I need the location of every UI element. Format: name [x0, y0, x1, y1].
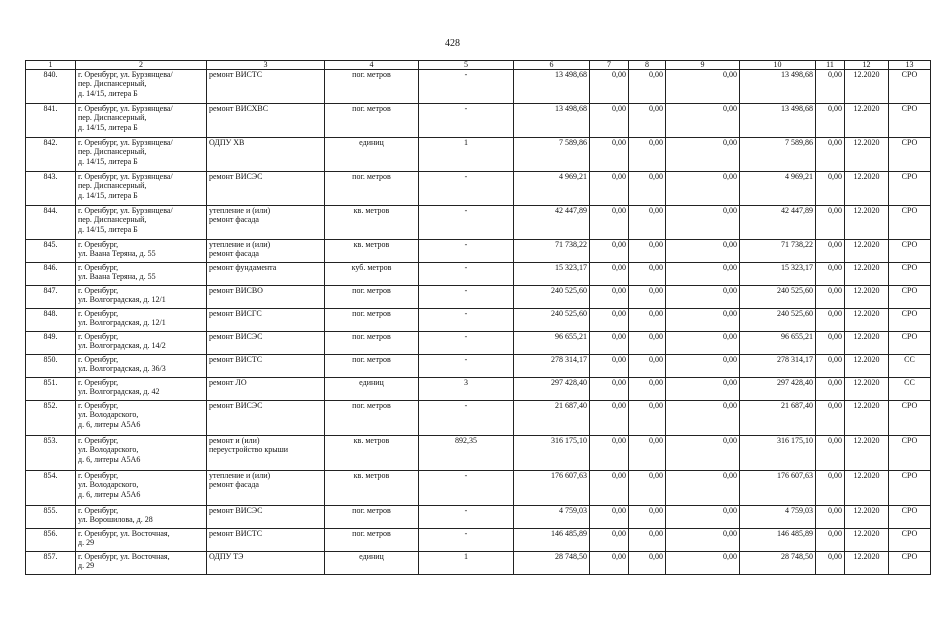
work-type-cell: ОДПУ ТЭ [207, 552, 325, 575]
repair-method-cell: СРО [889, 506, 931, 529]
table-row [26, 401, 931, 436]
repair-method-cell: СРО [889, 332, 931, 355]
repair-method-cell: СРО [889, 138, 931, 172]
page-number: 428 [445, 38, 460, 49]
cost-cell: 240 525,60 [740, 286, 816, 309]
column-header: 9 [666, 61, 740, 70]
table-row [26, 332, 931, 355]
total-cost-cell: 297 428,40 [514, 378, 590, 401]
address-cell: г. Оренбург, ул. Восточная, д. 29 [76, 529, 207, 552]
cost-cell: 0,00 [666, 206, 740, 240]
cost-cell: 0,00 [590, 506, 629, 529]
address-cell: г. Оренбург, ул. Волгоградская, д. 14/2 [76, 332, 207, 355]
completion-date-cell: 12.2020 [845, 506, 889, 529]
total-cost-cell: 96 655,21 [514, 332, 590, 355]
cost-cell: 28 748,50 [740, 552, 816, 575]
table-row [26, 436, 931, 471]
unit-cell: пог. метров [325, 529, 419, 552]
work-type-cell: ремонт ВИСГС [207, 309, 325, 332]
column-header: 4 [325, 61, 419, 70]
column-header: 3 [207, 61, 325, 70]
cost-cell: 0,00 [666, 104, 740, 138]
work-type-cell: ремонт ВИСЭС [207, 172, 325, 206]
table-row [26, 70, 931, 104]
address-cell: г. Оренбург, ул. Ваана Теряна, д. 55 [76, 240, 207, 263]
cost-cell: 0,00 [816, 104, 845, 138]
quantity-cell: - [419, 263, 514, 286]
work-type-cell: ремонт и (или) переустройство крыши [207, 436, 325, 471]
quantity-cell: - [419, 506, 514, 529]
cost-cell: 0,00 [590, 378, 629, 401]
work-type-cell: утепление и (или) ремонт фасада [207, 206, 325, 240]
work-type-cell: утепление и (или) ремонт фасада [207, 240, 325, 263]
work-type-cell: ремонт ВИСЭС [207, 332, 325, 355]
cost-cell: 0,00 [816, 401, 845, 436]
address-cell: г. Оренбург, ул. Волгоградская, д. 12/1 [76, 309, 207, 332]
table-body [26, 70, 931, 575]
total-cost-cell: 240 525,60 [514, 286, 590, 309]
cost-cell: 0,00 [816, 471, 845, 506]
quantity-cell: 1 [419, 552, 514, 575]
unit-cell: кв. метров [325, 436, 419, 471]
completion-date-cell: 12.2020 [845, 263, 889, 286]
cost-cell: 0,00 [590, 263, 629, 286]
row-number-cell: 851. [26, 378, 76, 401]
unit-cell: пог. метров [325, 172, 419, 206]
cost-cell: 0,00 [666, 286, 740, 309]
repair-method-cell: СРО [889, 104, 931, 138]
cost-cell: 4 969,21 [740, 172, 816, 206]
row-number-cell: 846. [26, 263, 76, 286]
completion-date-cell: 12.2020 [845, 436, 889, 471]
unit-cell: кв. метров [325, 471, 419, 506]
cost-cell: 0,00 [816, 286, 845, 309]
cost-cell: 4 759,03 [740, 506, 816, 529]
cost-cell: 0,00 [590, 309, 629, 332]
table-row [26, 506, 931, 529]
unit-cell: единиц [325, 552, 419, 575]
cost-cell: 0,00 [590, 70, 629, 104]
completion-date-cell: 12.2020 [845, 401, 889, 436]
row-number-cell: 855. [26, 506, 76, 529]
cost-cell: 0,00 [816, 529, 845, 552]
table-row [26, 529, 931, 552]
unit-cell: пог. метров [325, 355, 419, 378]
cost-cell: 0,00 [666, 378, 740, 401]
row-number-cell: 852. [26, 401, 76, 436]
repair-method-cell: СРО [889, 436, 931, 471]
cost-cell: 0,00 [590, 172, 629, 206]
cost-cell: 0,00 [666, 240, 740, 263]
cost-cell: 0,00 [590, 552, 629, 575]
repair-method-cell: СРО [889, 286, 931, 309]
cost-cell: 240 525,60 [740, 309, 816, 332]
cost-cell: 0,00 [666, 355, 740, 378]
repair-method-cell: СРО [889, 240, 931, 263]
table-row [26, 138, 931, 172]
column-header: 1 [26, 61, 76, 70]
repair-method-cell: СРО [889, 471, 931, 506]
column-header: 5 [419, 61, 514, 70]
table-row [26, 471, 931, 506]
address-cell: г. Оренбург, ул. Бурзянцева/ пер. Диспансерный, д. 14/15, литера Б [76, 172, 207, 206]
row-number-cell: 841. [26, 104, 76, 138]
quantity-cell: - [419, 471, 514, 506]
total-cost-cell: 42 447,89 [514, 206, 590, 240]
completion-date-cell: 12.2020 [845, 378, 889, 401]
address-cell: г. Оренбург, ул. Ваана Теряна, д. 55 [76, 263, 207, 286]
cost-cell: 0,00 [629, 309, 666, 332]
cost-cell: 0,00 [629, 471, 666, 506]
completion-date-cell: 12.2020 [845, 355, 889, 378]
repair-method-cell: СРО [889, 309, 931, 332]
cost-cell: 0,00 [629, 104, 666, 138]
address-cell: г. Оренбург, ул. Володарского, д. 6, литеры А5А6 [76, 401, 207, 436]
completion-date-cell: 12.2020 [845, 138, 889, 172]
completion-date-cell: 12.2020 [845, 529, 889, 552]
table-row [26, 104, 931, 138]
total-cost-cell: 176 607,63 [514, 471, 590, 506]
quantity-cell: - [419, 104, 514, 138]
work-type-cell: ремонт ВИСЭС [207, 506, 325, 529]
repair-method-cell: СРО [889, 529, 931, 552]
cost-cell: 0,00 [590, 240, 629, 263]
column-header: 7 [590, 61, 629, 70]
capital-repair-table [25, 60, 931, 575]
cost-cell: 96 655,21 [740, 332, 816, 355]
address-cell: г. Оренбург, ул. Бурзянцева/ пер. Диспансерный, д. 14/15, литера Б [76, 206, 207, 240]
work-type-cell: ремонт ЛО [207, 378, 325, 401]
cost-cell: 13 498,68 [740, 70, 816, 104]
repair-method-cell: СС [889, 378, 931, 401]
quantity-cell: - [419, 172, 514, 206]
cost-cell: 0,00 [816, 206, 845, 240]
cost-cell: 0,00 [629, 172, 666, 206]
total-cost-cell: 71 738,22 [514, 240, 590, 263]
table-row [26, 378, 931, 401]
address-cell: г. Оренбург, ул. Бурзянцева/ пер. Диспансерный, д. 14/15, литера Б [76, 70, 207, 104]
cost-cell: 0,00 [590, 206, 629, 240]
row-number-cell: 853. [26, 436, 76, 471]
address-cell: г. Оренбург, ул. Ворошилова, д. 28 [76, 506, 207, 529]
cost-cell: 0,00 [816, 355, 845, 378]
total-cost-cell: 15 323,17 [514, 263, 590, 286]
repair-method-cell: СС [889, 355, 931, 378]
cost-cell: 0,00 [629, 332, 666, 355]
quantity-cell: 892,35 [419, 436, 514, 471]
row-number-cell: 843. [26, 172, 76, 206]
cost-cell: 0,00 [590, 529, 629, 552]
cost-cell: 0,00 [816, 172, 845, 206]
quantity-cell: - [419, 240, 514, 263]
cost-cell: 0,00 [666, 70, 740, 104]
unit-cell: пог. метров [325, 332, 419, 355]
total-cost-cell: 13 498,68 [514, 104, 590, 138]
cost-cell: 0,00 [629, 138, 666, 172]
unit-cell: пог. метров [325, 506, 419, 529]
cost-cell: 0,00 [816, 332, 845, 355]
table-row [26, 286, 931, 309]
cost-cell: 316 175,10 [740, 436, 816, 471]
cost-cell: 0,00 [629, 240, 666, 263]
total-cost-cell: 7 589,86 [514, 138, 590, 172]
unit-cell: пог. метров [325, 309, 419, 332]
cost-cell: 15 323,17 [740, 263, 816, 286]
row-number-cell: 842. [26, 138, 76, 172]
total-cost-cell: 316 175,10 [514, 436, 590, 471]
table-row [26, 172, 931, 206]
unit-cell: пог. метров [325, 401, 419, 436]
completion-date-cell: 12.2020 [845, 70, 889, 104]
quantity-cell: - [419, 206, 514, 240]
cost-cell: 0,00 [666, 309, 740, 332]
completion-date-cell: 12.2020 [845, 240, 889, 263]
cost-cell: 0,00 [590, 138, 629, 172]
work-type-cell: утепление и (или) ремонт фасада [207, 471, 325, 506]
work-type-cell: ремонт ВИСЭС [207, 401, 325, 436]
cost-cell: 0,00 [666, 332, 740, 355]
row-number-cell: 854. [26, 471, 76, 506]
completion-date-cell: 12.2020 [845, 104, 889, 138]
column-header: 2 [76, 61, 207, 70]
cost-cell: 0,00 [590, 436, 629, 471]
quantity-cell: 3 [419, 378, 514, 401]
cost-cell: 0,00 [816, 138, 845, 172]
total-cost-cell: 21 687,40 [514, 401, 590, 436]
cost-cell: 0,00 [816, 378, 845, 401]
address-cell: г. Оренбург, ул. Волгоградская, д. 36/3 [76, 355, 207, 378]
cost-cell: 0,00 [666, 263, 740, 286]
total-cost-cell: 146 485,89 [514, 529, 590, 552]
column-header: 8 [629, 61, 666, 70]
cost-cell: 71 738,22 [740, 240, 816, 263]
repair-method-cell: СРО [889, 401, 931, 436]
work-type-cell: ОДПУ ХВ [207, 138, 325, 172]
table-row [26, 309, 931, 332]
quantity-cell: - [419, 286, 514, 309]
completion-date-cell: 12.2020 [845, 332, 889, 355]
cost-cell: 0,00 [629, 552, 666, 575]
cost-cell: 0,00 [816, 263, 845, 286]
cost-cell: 0,00 [816, 506, 845, 529]
row-number-cell: 849. [26, 332, 76, 355]
cost-cell: 0,00 [590, 355, 629, 378]
repair-method-cell: СРО [889, 172, 931, 206]
completion-date-cell: 12.2020 [845, 552, 889, 575]
cost-cell: 0,00 [816, 552, 845, 575]
column-header: 12 [845, 61, 889, 70]
unit-cell: единиц [325, 138, 419, 172]
cost-cell: 0,00 [816, 240, 845, 263]
work-type-cell: ремонт ВИСТС [207, 529, 325, 552]
quantity-cell: - [419, 332, 514, 355]
work-type-cell: ремонт ВИСТС [207, 70, 325, 104]
table-row [26, 355, 931, 378]
unit-cell: единиц [325, 378, 419, 401]
unit-cell: пог. метров [325, 104, 419, 138]
unit-cell: кв. метров [325, 206, 419, 240]
cost-cell: 0,00 [590, 471, 629, 506]
cost-cell: 13 498,68 [740, 104, 816, 138]
address-cell: г. Оренбург, ул. Восточная, д. 29 [76, 552, 207, 575]
address-cell: г. Оренбург, ул. Волгоградская, д. 12/1 [76, 286, 207, 309]
unit-cell: пог. метров [325, 286, 419, 309]
completion-date-cell: 12.2020 [845, 172, 889, 206]
row-number-cell: 857. [26, 552, 76, 575]
work-type-cell: ремонт фундамента [207, 263, 325, 286]
column-number-row [26, 61, 931, 70]
quantity-cell: 1 [419, 138, 514, 172]
cost-cell: 0,00 [590, 104, 629, 138]
total-cost-cell: 4 759,03 [514, 506, 590, 529]
row-number-cell: 845. [26, 240, 76, 263]
completion-date-cell: 12.2020 [845, 286, 889, 309]
cost-cell: 0,00 [629, 506, 666, 529]
cost-cell: 42 447,89 [740, 206, 816, 240]
row-number-cell: 847. [26, 286, 76, 309]
column-header: 13 [889, 61, 931, 70]
row-number-cell: 840. [26, 70, 76, 104]
cost-cell: 278 314,17 [740, 355, 816, 378]
cost-cell: 0,00 [816, 70, 845, 104]
column-header: 6 [514, 61, 590, 70]
work-type-cell: ремонт ВИСХВС [207, 104, 325, 138]
unit-cell: куб. метров [325, 263, 419, 286]
cost-cell: 0,00 [629, 355, 666, 378]
total-cost-cell: 240 525,60 [514, 309, 590, 332]
cost-cell: 0,00 [590, 401, 629, 436]
cost-cell: 146 485,89 [740, 529, 816, 552]
row-number-cell: 844. [26, 206, 76, 240]
repair-method-cell: СРО [889, 263, 931, 286]
work-type-cell: ремонт ВИСТС [207, 355, 325, 378]
cost-cell: 176 607,63 [740, 471, 816, 506]
address-cell: г. Оренбург, ул. Бурзянцева/ пер. Диспансерный, д. 14/15, литера Б [76, 104, 207, 138]
row-number-cell: 850. [26, 355, 76, 378]
table-row [26, 263, 931, 286]
address-cell: г. Оренбург, ул. Володарского, д. 6, литеры А5А6 [76, 436, 207, 471]
cost-cell: 0,00 [816, 309, 845, 332]
work-type-cell: ремонт ВИСВО [207, 286, 325, 309]
repair-method-cell: СРО [889, 552, 931, 575]
cost-cell: 0,00 [629, 378, 666, 401]
cost-cell: 0,00 [666, 172, 740, 206]
row-number-cell: 848. [26, 309, 76, 332]
total-cost-cell: 28 748,50 [514, 552, 590, 575]
quantity-cell: - [419, 70, 514, 104]
cost-cell: 0,00 [590, 286, 629, 309]
unit-cell: кв. метров [325, 240, 419, 263]
cost-cell: 0,00 [629, 206, 666, 240]
quantity-cell: - [419, 309, 514, 332]
cost-cell: 0,00 [666, 529, 740, 552]
total-cost-cell: 13 498,68 [514, 70, 590, 104]
cost-cell: 0,00 [629, 529, 666, 552]
address-cell: г. Оренбург, ул. Волгоградская, д. 42 [76, 378, 207, 401]
column-header: 11 [816, 61, 845, 70]
cost-cell: 0,00 [629, 263, 666, 286]
quantity-cell: - [419, 529, 514, 552]
completion-date-cell: 12.2020 [845, 471, 889, 506]
cost-cell: 0,00 [666, 401, 740, 436]
address-cell: г. Оренбург, ул. Володарского, д. 6, литеры А5А6 [76, 471, 207, 506]
cost-cell: 7 589,86 [740, 138, 816, 172]
table-row [26, 240, 931, 263]
table-row [26, 206, 931, 240]
total-cost-cell: 278 314,17 [514, 355, 590, 378]
cost-cell: 0,00 [629, 70, 666, 104]
column-header: 10 [740, 61, 816, 70]
cost-cell: 0,00 [590, 332, 629, 355]
total-cost-cell: 4 969,21 [514, 172, 590, 206]
row-number-cell: 856. [26, 529, 76, 552]
cost-cell: 0,00 [629, 401, 666, 436]
cost-cell: 0,00 [666, 552, 740, 575]
cost-cell: 0,00 [629, 286, 666, 309]
address-cell: г. Оренбург, ул. Бурзянцева/ пер. Диспансерный, д. 14/15, литера Б [76, 138, 207, 172]
repair-method-cell: СРО [889, 70, 931, 104]
cost-cell: 0,00 [666, 138, 740, 172]
quantity-cell: - [419, 355, 514, 378]
cost-cell: 0,00 [666, 506, 740, 529]
cost-cell: 297 428,40 [740, 378, 816, 401]
cost-cell: 0,00 [629, 436, 666, 471]
cost-cell: 21 687,40 [740, 401, 816, 436]
table-row [26, 552, 931, 575]
cost-cell: 0,00 [666, 436, 740, 471]
completion-date-cell: 12.2020 [845, 309, 889, 332]
unit-cell: пог. метров [325, 70, 419, 104]
repair-method-cell: СРО [889, 206, 931, 240]
cost-cell: 0,00 [816, 436, 845, 471]
quantity-cell: - [419, 401, 514, 436]
cost-cell: 0,00 [666, 471, 740, 506]
completion-date-cell: 12.2020 [845, 206, 889, 240]
